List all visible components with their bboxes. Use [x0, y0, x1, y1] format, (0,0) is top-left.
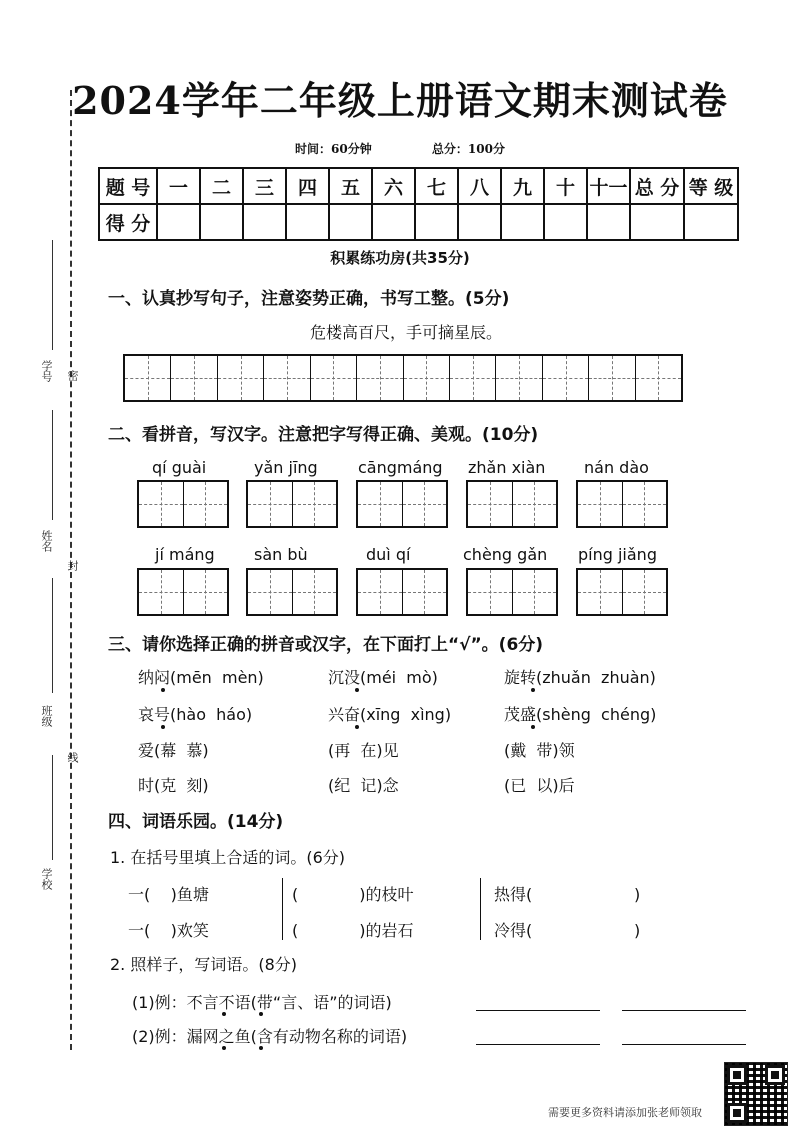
choice-item[interactable]: 旋转(zhuǎn zhuàn) — [504, 668, 656, 687]
q4-sub2: 2. 照样子，写词语。(8分) — [110, 955, 298, 974]
choice-item[interactable]: 爱(幕 慕) — [138, 741, 209, 760]
score-header-cell: 十 — [544, 168, 587, 204]
choice-item[interactable]: (再 在)见 — [328, 741, 399, 760]
grid-cell[interactable] — [496, 356, 542, 400]
q4-title: 四、词语乐园。(14分) — [108, 812, 284, 832]
grid-cell[interactable] — [578, 570, 623, 614]
pinyin-grid[interactable] — [246, 480, 338, 528]
score-header-cell: 二 — [200, 168, 243, 204]
seal-mi: 密 — [66, 370, 79, 381]
grid-cell[interactable] — [357, 356, 403, 400]
footer-note: 需要更多资料请添加张老师领取 — [548, 1106, 702, 1119]
score-header-row — [99, 168, 738, 204]
pinyin-grid[interactable] — [466, 568, 558, 616]
answer-line[interactable] — [476, 1044, 600, 1045]
grid-cell[interactable] — [139, 482, 184, 526]
score-header-cell: 十一 — [587, 168, 630, 204]
fill-item[interactable]: ( )的枝叶 — [292, 885, 414, 904]
part-heading: 积累练功房(共35分) — [330, 249, 470, 267]
grid-cell[interactable] — [468, 482, 513, 526]
pinyin-label: nán dào — [584, 458, 649, 477]
score-cell[interactable] — [329, 204, 372, 240]
school-blank[interactable] — [52, 755, 53, 860]
emphasis-dot — [259, 1012, 263, 1016]
emphasis-dot — [222, 1012, 226, 1016]
grid-cell[interactable] — [513, 570, 557, 614]
fill-item[interactable]: 热得( ) — [494, 885, 641, 904]
grid-cell[interactable] — [218, 356, 264, 400]
pinyin-grid[interactable] — [246, 568, 338, 616]
pinyin-grid[interactable] — [466, 480, 558, 528]
pinyin-label: yǎn jīng — [254, 458, 318, 477]
emphasis-dot — [355, 688, 359, 692]
q3-title: 三、请你选择正确的拼音或汉字，在下面打上“√”。(6分) — [108, 635, 544, 655]
score-cell[interactable] — [684, 204, 738, 240]
exam-meta — [0, 140, 800, 157]
grid-cell[interactable] — [513, 482, 557, 526]
score-table — [98, 167, 739, 241]
grid-cell[interactable] — [139, 570, 184, 614]
q4-sub1: 1. 在括号里填上合适的词。(6分) — [110, 848, 346, 867]
grid-cell[interactable] — [248, 482, 293, 526]
pinyin-label: chèng gǎn — [463, 545, 548, 564]
grid-cell[interactable] — [623, 570, 667, 614]
grid-cell[interactable] — [543, 356, 589, 400]
pinyin-label: qí guài — [152, 458, 207, 477]
score-cell[interactable] — [372, 204, 415, 240]
grid-cell[interactable] — [358, 482, 403, 526]
example-1: (1)例：不言不语(带“言、语”的词语) — [132, 993, 392, 1012]
pinyin-grid[interactable] — [356, 568, 448, 616]
grid-cell[interactable] — [125, 356, 171, 400]
grid-cell[interactable] — [293, 482, 337, 526]
score-cell[interactable] — [458, 204, 501, 240]
grid-cell[interactable] — [248, 570, 293, 614]
pinyin-grid[interactable] — [137, 480, 229, 528]
score-header-cell: 八 — [458, 168, 501, 204]
score-cell[interactable] — [243, 204, 286, 240]
grid-cell[interactable] — [264, 356, 310, 400]
grid-cell[interactable] — [589, 356, 635, 400]
score-header-cell: 题 号 — [99, 168, 157, 204]
emphasis-dot — [259, 1046, 263, 1050]
grid-cell[interactable] — [358, 570, 403, 614]
column-divider — [282, 878, 283, 940]
score-cell[interactable] — [200, 204, 243, 240]
qr-code-icon — [724, 1062, 788, 1126]
emphasis-dot — [531, 688, 535, 692]
qr-finder — [727, 1103, 747, 1123]
fill-item[interactable]: 一( )鱼塘 — [128, 885, 209, 904]
choice-item[interactable]: 茂盛(shèng chéng) — [504, 705, 657, 724]
grid-cell[interactable] — [293, 570, 337, 614]
score-header-cell: 一 — [157, 168, 200, 204]
score-cell[interactable] — [544, 204, 587, 240]
name-blank[interactable] — [52, 410, 53, 520]
score-cell[interactable] — [286, 204, 329, 240]
pinyin-label: zhǎn xiàn — [468, 458, 546, 477]
answer-line[interactable] — [622, 1010, 746, 1011]
pinyin-label: jí máng — [155, 545, 215, 564]
seal-feng: 封 — [66, 560, 79, 571]
score-header-cell: 三 — [243, 168, 286, 204]
grid-cell[interactable] — [311, 356, 357, 400]
q1-sentence: 危楼高百尺，手可摘星辰。 — [310, 323, 503, 342]
label-name: 姓名 — [40, 530, 53, 552]
pinyin-label: duì qí — [366, 545, 411, 564]
score-value-row — [99, 204, 738, 240]
grid-cell[interactable] — [578, 482, 623, 526]
grid-cell[interactable] — [403, 570, 447, 614]
choice-item[interactable]: (已 以)后 — [504, 776, 575, 795]
pinyin-label: cāngmáng — [358, 458, 443, 477]
choice-item[interactable]: 兴奋(xīng xìng) — [328, 705, 452, 724]
page-title: 2024学年二年级上册语文期末测试卷 — [72, 78, 728, 123]
total-score: 总分：100分 — [431, 142, 505, 156]
score-cell[interactable] — [157, 204, 200, 240]
choice-item[interactable]: 沉没(méi mò) — [328, 668, 438, 687]
score-header-cell: 等 级 — [684, 168, 738, 204]
grid-cell[interactable] — [404, 356, 450, 400]
emphasis-dot — [355, 725, 359, 729]
choice-item[interactable]: (戴 带)领 — [504, 741, 575, 760]
time-limit: 时间：60分钟 — [295, 142, 372, 156]
grid-cell[interactable] — [403, 482, 447, 526]
grid-cell[interactable] — [184, 482, 228, 526]
pinyin-grid[interactable] — [576, 480, 668, 528]
score-cell[interactable] — [415, 204, 458, 240]
choice-item[interactable]: 纳闷(mēn mèn) — [138, 668, 264, 687]
fill-item[interactable]: 冷得( ) — [494, 921, 641, 940]
pinyin-label: sàn bù — [254, 545, 308, 564]
answer-line[interactable] — [476, 1010, 600, 1011]
q1-title: 一、认真抄写句子，注意姿势正确，书写工整。(5分) — [108, 289, 510, 309]
score-header-cell: 七 — [415, 168, 458, 204]
seal-xian: 线 — [66, 752, 79, 763]
qr-finder — [727, 1065, 747, 1085]
grid-cell[interactable] — [171, 356, 217, 400]
pinyin-grid[interactable] — [137, 568, 229, 616]
score-header-cell: 四 — [286, 168, 329, 204]
q2-title: 二、看拼音，写汉字。注意把字写得正确、美观。(10分) — [108, 425, 539, 445]
score-cell[interactable] — [587, 204, 630, 240]
choice-item[interactable]: 哀号(hào háo) — [138, 705, 253, 724]
label-number: 学号 — [40, 360, 53, 382]
grid-cell[interactable] — [636, 356, 681, 400]
choice-item[interactable]: 时(克 刻) — [138, 776, 209, 795]
fill-item[interactable]: 一( )欢笑 — [128, 921, 209, 940]
answer-line[interactable] — [622, 1044, 746, 1045]
pinyin-label: píng jiǎng — [578, 545, 657, 564]
pinyin-grid[interactable] — [356, 480, 448, 528]
score-header-cell: 六 — [372, 168, 415, 204]
label-class: 班级 — [40, 705, 53, 727]
q1-writing-grid[interactable] — [123, 354, 683, 402]
column-divider — [480, 878, 481, 940]
score-header-cell: 九 — [501, 168, 544, 204]
score-row-label: 得 分 — [99, 204, 157, 240]
emphasis-dot — [161, 688, 165, 692]
score-header-cell: 总 分 — [630, 168, 684, 204]
pinyin-grid[interactable] — [576, 568, 668, 616]
qr-finder — [765, 1065, 785, 1085]
example-2: (2)例：漏网之鱼(含有动物名称的词语) — [132, 1027, 408, 1046]
emphasis-dot — [161, 725, 165, 729]
class-blank[interactable] — [52, 578, 53, 693]
label-school: 学校 — [40, 868, 53, 890]
grid-cell[interactable] — [468, 570, 513, 614]
fill-item[interactable]: ( )的岩石 — [292, 921, 414, 940]
score-header-cell: 五 — [329, 168, 372, 204]
grid-cell[interactable] — [184, 570, 228, 614]
score-cell[interactable] — [630, 204, 684, 240]
emphasis-dot — [531, 725, 535, 729]
score-cell[interactable] — [501, 204, 544, 240]
emphasis-dot — [222, 1046, 226, 1050]
grid-cell[interactable] — [623, 482, 667, 526]
grid-cell[interactable] — [450, 356, 496, 400]
choice-item[interactable]: (纪 记)念 — [328, 776, 399, 795]
